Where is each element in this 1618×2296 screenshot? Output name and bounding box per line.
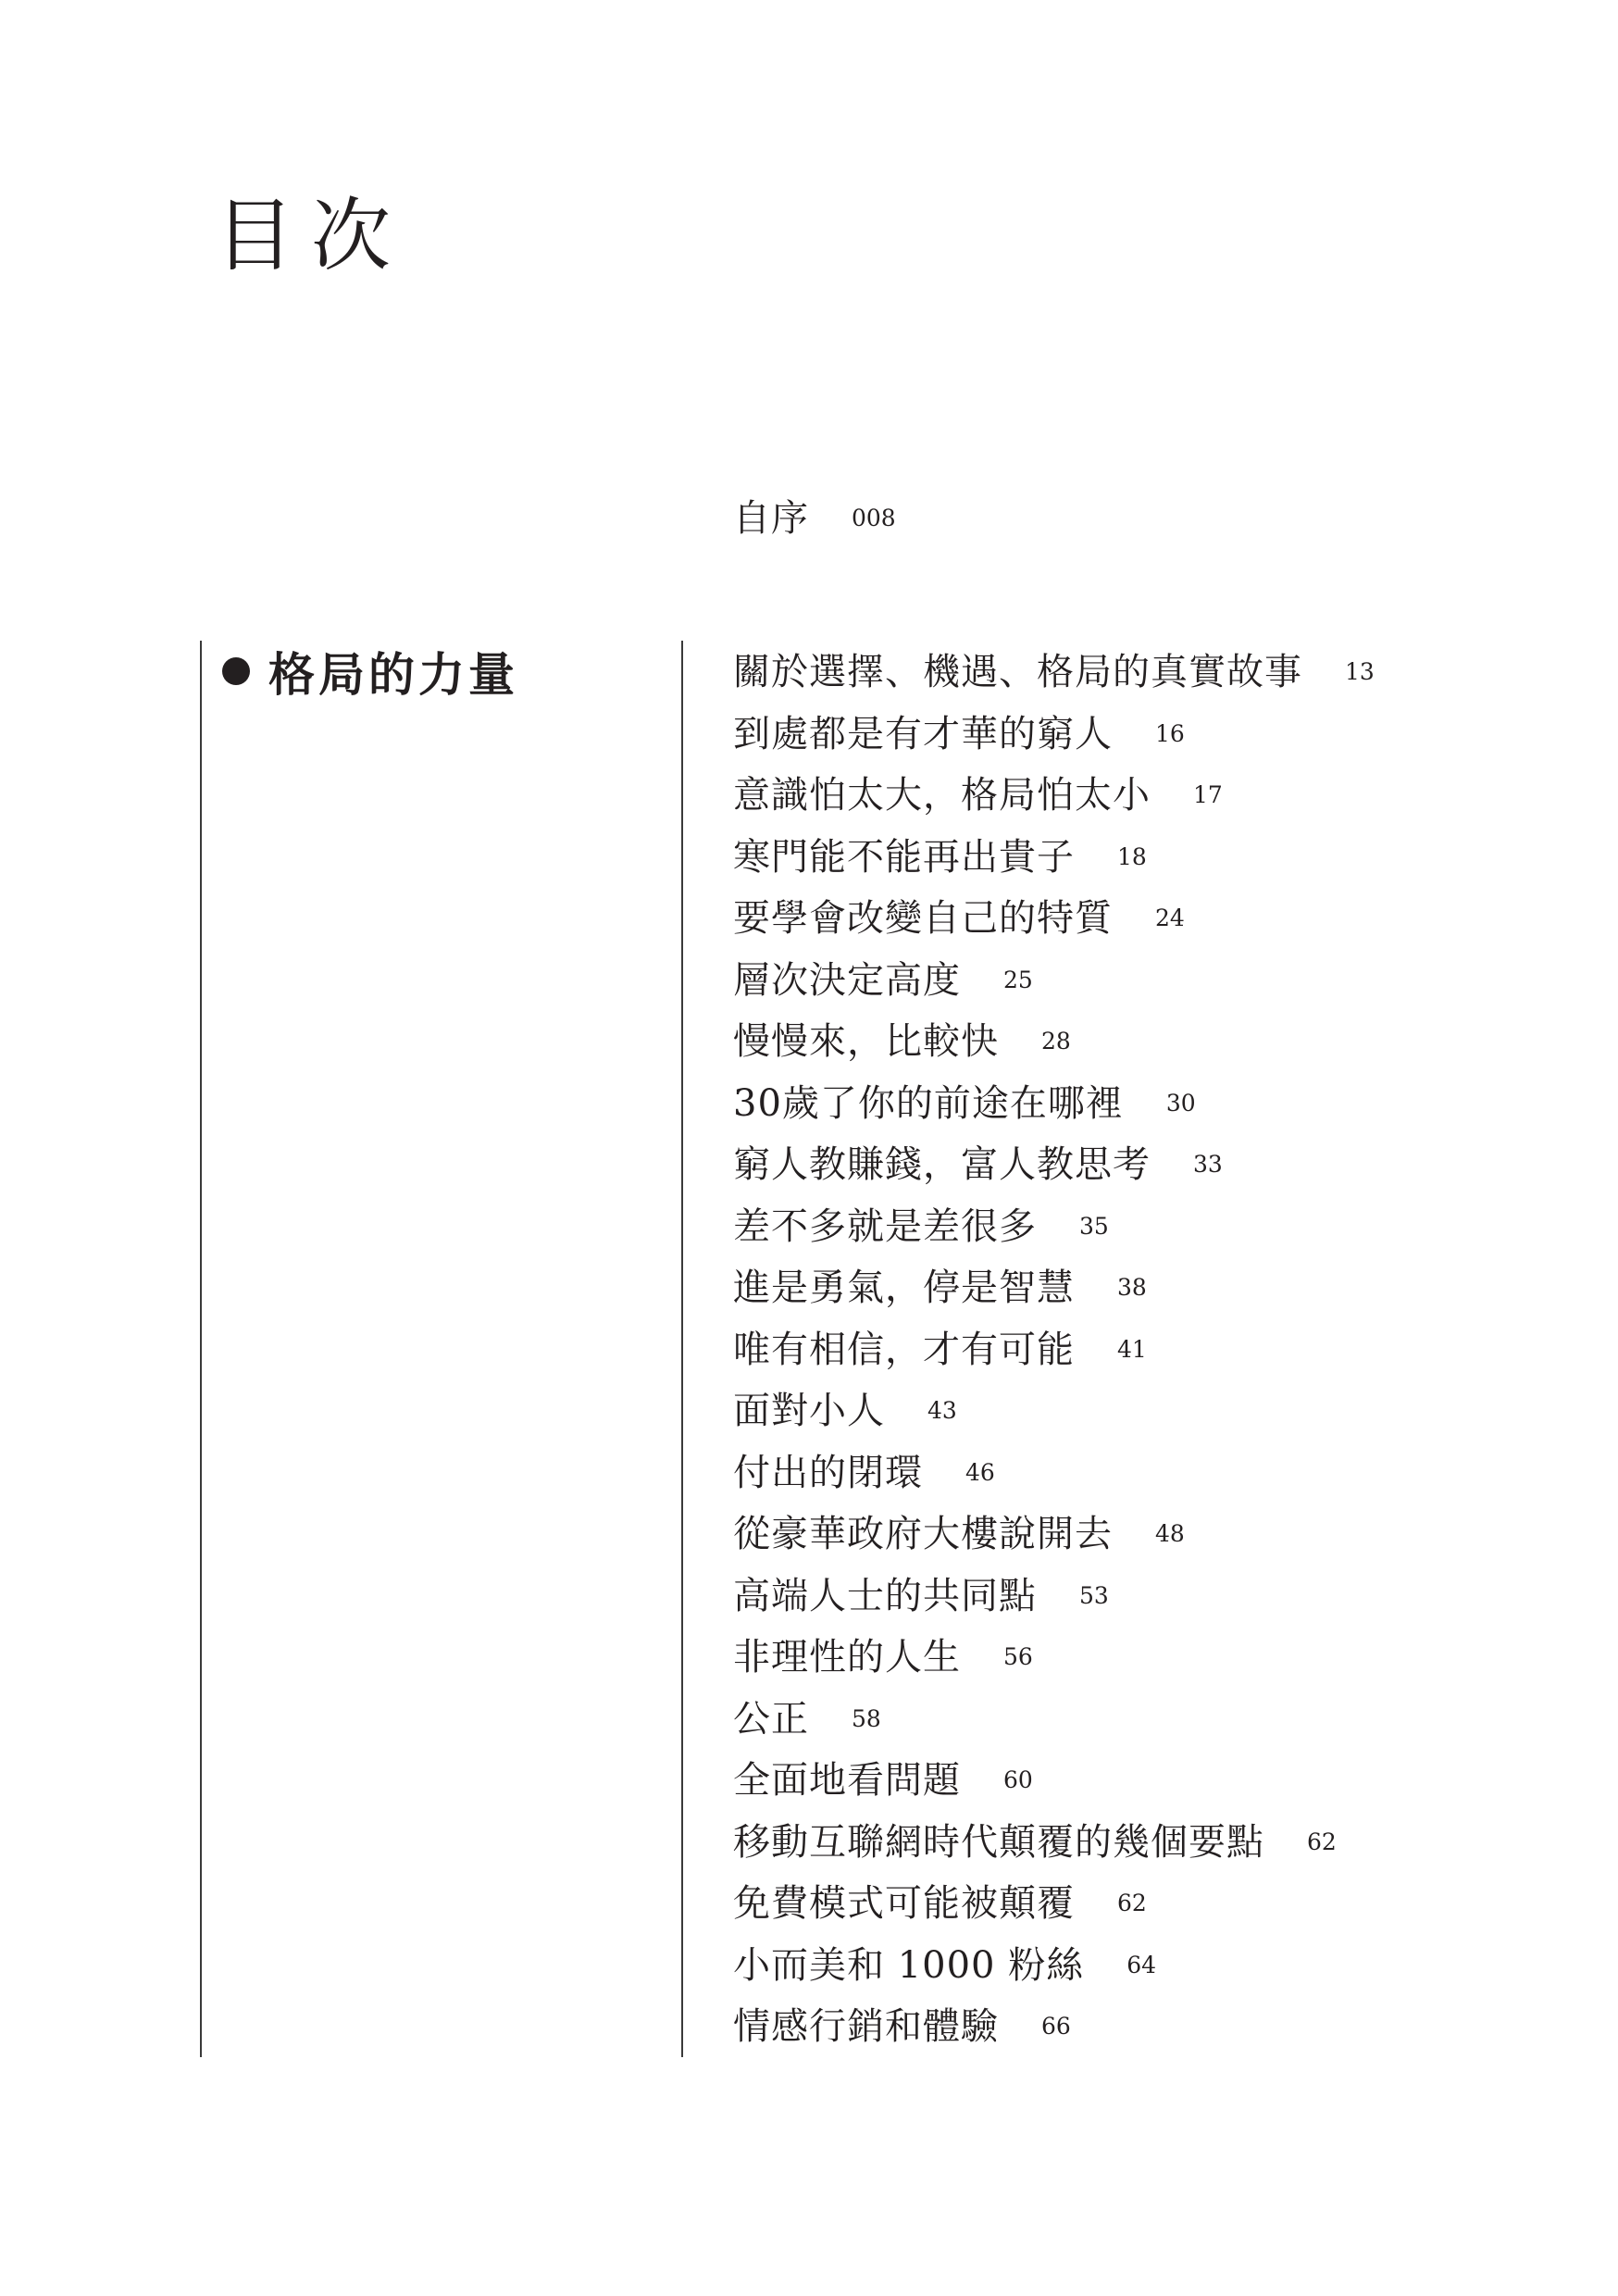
toc-entry-page: 56 [1003, 1643, 1033, 1671]
toc-entry[interactable] [733, 888, 1375, 950]
toc-entry[interactable] [733, 950, 1375, 1012]
toc-entry-title: 差不多就是差很多 [733, 1204, 1037, 1248]
toc-entry[interactable] [733, 1812, 1375, 1874]
toc-entry-page: 18 [1117, 842, 1147, 870]
toc-entry-title: 小而美和 1000 粉絲 [733, 1943, 1085, 1987]
toc-entry-page: 30 [1165, 1089, 1196, 1117]
toc-entry-title: 高端人士的共同點 [733, 1574, 1037, 1617]
toc-entry[interactable] [733, 1134, 1375, 1196]
toc-entry-page: 43 [927, 1397, 957, 1425]
toc-entry-page: 16 [1155, 719, 1185, 747]
toc-entry[interactable] [733, 1380, 1375, 1442]
toc-entry[interactable] [733, 1196, 1375, 1258]
toc-entry[interactable] [733, 1504, 1375, 1566]
toc-entry-page: 41 [1117, 1335, 1147, 1363]
toc-entry-title: 唯有相信，才有可能 [733, 1328, 1075, 1371]
section-heading-label: 格局的力量 [268, 647, 518, 702]
toc-entry-page: 24 [1155, 905, 1185, 932]
toc-entry-page: 58 [852, 1704, 881, 1732]
toc-entry-title: 移動互聯網時代顛覆的幾個要點 [733, 1820, 1264, 1864]
page-title: 目次 [215, 190, 407, 282]
toc-entry-page: 33 [1193, 1151, 1223, 1179]
toc-entry-title: 進是勇氣，停是智慧 [733, 1267, 1075, 1310]
toc-entry-page: 13 [1345, 658, 1375, 686]
toc-list [733, 642, 1375, 2058]
toc-entry-title: 免費模式可能被顛覆 [733, 1882, 1075, 1926]
toc-entry-page: 17 [1193, 781, 1223, 809]
toc-entry-page: 62 [1117, 1890, 1147, 1917]
toc-entry-title: 慢慢來，比較快 [733, 1020, 999, 1064]
toc-entry-title: 關於選擇、機遇、格局的真實故事 [733, 651, 1302, 694]
toc-entry-title: 寒門能不能再出貴子 [733, 835, 1075, 879]
toc-entry[interactable] [733, 1257, 1375, 1319]
bullet-icon [222, 657, 250, 685]
toc-entry[interactable] [733, 1011, 1375, 1073]
toc-entry-page: 38 [1117, 1274, 1147, 1302]
toc-entry-title: 情感行銷和體驗 [733, 2005, 999, 2049]
toc-entry[interactable] [733, 827, 1375, 889]
toc-entry[interactable] [733, 765, 1375, 827]
toc-entry-title: 層次決定高度 [733, 958, 961, 1002]
toc-entry-title: 自序 [733, 497, 809, 540]
toc-entry[interactable] [733, 704, 1375, 766]
toc-entry-title: 到處都是有才華的窮人 [733, 712, 1113, 755]
toc-entry-title: 要學會改變自己的特質 [733, 897, 1113, 941]
toc-entry-title: 全面地看問題 [733, 1759, 961, 1803]
section-divider-right [681, 641, 683, 2057]
toc-entry-page: 28 [1041, 1028, 1071, 1055]
toc-entry[interactable] [733, 1750, 1375, 1812]
toc-entry-page: 64 [1126, 1951, 1157, 1978]
toc-entry-page: 53 [1079, 1581, 1109, 1609]
toc-entry-page: 25 [1003, 966, 1033, 993]
toc-entry[interactable] [733, 1073, 1375, 1135]
toc-entry-title: 付出的閉環 [733, 1451, 923, 1494]
toc-entry[interactable] [733, 1873, 1375, 1935]
toc-entry-page: 48 [1155, 1520, 1185, 1548]
toc-entry[interactable] [733, 1935, 1375, 1997]
toc-entry-title: 從豪華政府大樓說開去 [733, 1513, 1113, 1556]
toc-entry-page: 46 [965, 1458, 995, 1486]
toc-entry-page: 008 [852, 505, 896, 531]
toc-entry-title: 意識怕太大，格局怕太小 [733, 774, 1151, 817]
toc-entry[interactable] [733, 1689, 1375, 1751]
toc-entry-preface[interactable] [733, 491, 896, 546]
toc-entry-page: 60 [1003, 1766, 1033, 1794]
toc-entry-page: 62 [1307, 1828, 1337, 1855]
toc-entry-title: 公正 [733, 1697, 809, 1741]
toc-entry[interactable] [733, 1996, 1375, 2058]
toc-entry-title: 面對小人 [733, 1390, 885, 1433]
toc-entry-page: 35 [1079, 1212, 1109, 1240]
section-heading [222, 639, 518, 704]
section-divider-left [200, 641, 202, 2057]
toc-entry-title: 非理性的人生 [733, 1636, 961, 1679]
toc-entry[interactable] [733, 1319, 1375, 1381]
toc-entry-title: 窮人教賺錢，富人教思考 [733, 1143, 1151, 1187]
toc-entry[interactable] [733, 1627, 1375, 1689]
toc-entry[interactable] [733, 1566, 1375, 1628]
toc-entry-page: 66 [1041, 2013, 1071, 2040]
toc-entry[interactable] [733, 1442, 1375, 1504]
toc-entry-title: 30歲了你的前途在哪裡 [733, 1081, 1124, 1125]
toc-entry[interactable] [733, 642, 1375, 704]
